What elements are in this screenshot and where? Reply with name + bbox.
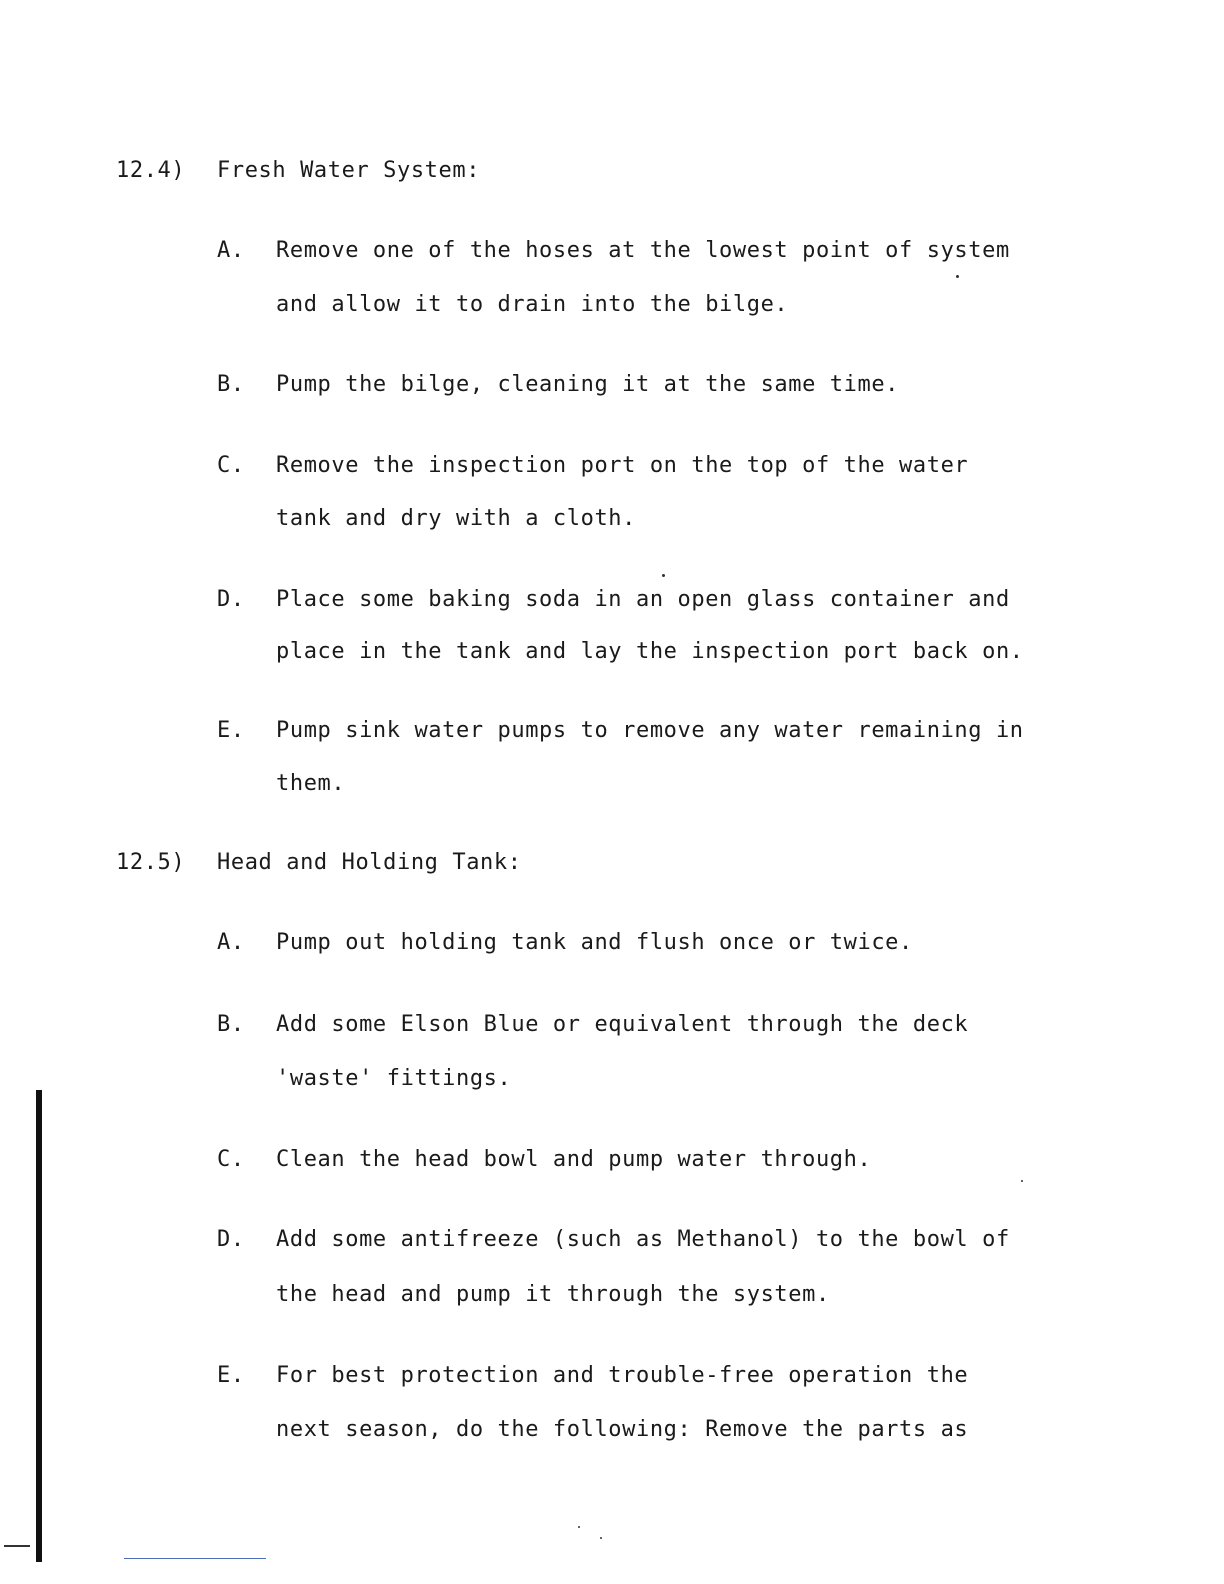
footer-rule — [124, 1558, 266, 1559]
item-letter: A. — [217, 238, 245, 263]
item-text-line: place in the tank and lay the inspection port back on. — [276, 639, 1024, 664]
item-text-line: Pump sink water pumps to remove any water remaining in — [276, 718, 1024, 743]
section-number: 12.5) — [116, 850, 186, 875]
item-text-line: Clean the head bowl and pump water through. — [276, 1147, 872, 1172]
item-text-line: Place some baking soda in an open glass container and — [276, 587, 1010, 612]
item-text-line: them. — [276, 771, 346, 796]
item-letter: E. — [217, 1363, 245, 1388]
scan-speck — [578, 1526, 580, 1528]
scan-margin-bar — [36, 1090, 42, 1562]
item-letter: C. — [217, 1147, 245, 1172]
item-text-line: 'waste' fittings. — [276, 1066, 512, 1091]
item-text-line: For best protection and trouble-free operation the — [276, 1363, 969, 1388]
section-title: Head and Holding Tank: — [217, 850, 522, 875]
scan-speck — [600, 1537, 602, 1539]
item-text-line: and allow it to drain into the bilge. — [276, 292, 789, 317]
item-letter: D. — [217, 1227, 245, 1252]
item-letter: B. — [217, 1012, 245, 1037]
item-letter: A. — [217, 930, 245, 955]
item-text-line: next season, do the following: Remove the parts as — [276, 1417, 969, 1442]
item-letter: D. — [217, 587, 245, 612]
scan-margin-tick — [4, 1545, 30, 1547]
item-text-line: Add some antifreeze (such as Methanol) to the bowl of — [276, 1227, 1010, 1252]
item-text-line: Pump the bilge, cleaning it at the same time. — [276, 372, 900, 397]
scan-speck — [956, 275, 959, 278]
item-letter: E. — [217, 718, 245, 743]
item-letter: C. — [217, 453, 245, 478]
section-number: 12.4) — [116, 158, 186, 183]
item-text-line: tank and dry with a cloth. — [276, 506, 636, 531]
item-text-line: Remove one of the hoses at the lowest point of system — [276, 238, 1010, 263]
scan-speck — [1021, 1180, 1023, 1182]
scan-speck — [662, 574, 665, 577]
item-text-line: the head and pump it through the system. — [276, 1282, 830, 1307]
item-text-line: Add some Elson Blue or equivalent through the deck — [276, 1012, 969, 1037]
item-text-line: Remove the inspection port on the top of the water — [276, 453, 969, 478]
section-title: Fresh Water System: — [217, 158, 481, 183]
item-letter: B. — [217, 372, 245, 397]
item-text-line: Pump out holding tank and flush once or twice. — [276, 930, 913, 955]
